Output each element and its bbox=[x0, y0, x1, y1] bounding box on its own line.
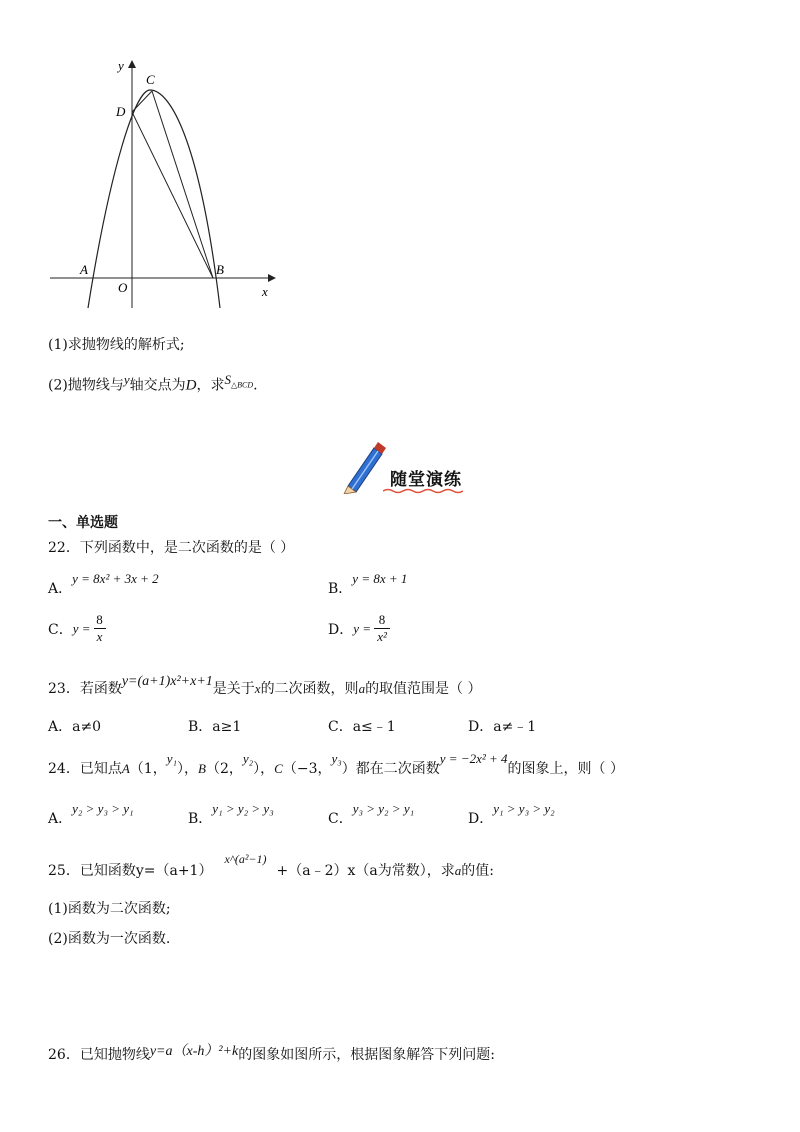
q21-part2-y: y bbox=[123, 372, 130, 387]
point-a-label: A bbox=[80, 262, 88, 277]
q25-part2: (2)函数为一次函数. bbox=[48, 931, 171, 947]
axis-x-label: x bbox=[262, 284, 268, 299]
q25-stem: 25．已知函数y=（a+1）x^(a²−1)+（a﹣2）x（a为常数），求a的值: bbox=[48, 852, 494, 879]
parabola-graph bbox=[50, 50, 290, 310]
q23-stem: 23．若函数y=(a+1)x²+x+1是关于x的二次函数，则a的取值范围是（ ） bbox=[48, 674, 482, 697]
q23-option-d: D．a≠﹣1 bbox=[468, 719, 537, 735]
q22-stem: 22．下列函数中，是二次函数的是（ ） bbox=[48, 540, 295, 556]
q22-option-a: A．y = 8x² + 3x + 2 bbox=[48, 571, 159, 597]
q22-option-d: D． y = 8 x² bbox=[328, 612, 390, 645]
q23-option-b: B．a≥1 bbox=[188, 719, 242, 735]
section-title: 一、单选题 bbox=[48, 515, 118, 531]
q21-part2-a: (2)抛物线与 bbox=[48, 377, 124, 394]
banner-title: 随堂演练 bbox=[390, 470, 462, 490]
q22-option-c: C． y = 8 x bbox=[48, 612, 106, 645]
point-b-label: B bbox=[216, 262, 224, 277]
q21-part2-end: . bbox=[253, 377, 258, 394]
q24-option-a: A．y₂ > y₃ > y₁ bbox=[48, 801, 134, 827]
q24-stem: 24．已知点A（1，y₁），B（2，y₂），C（−3，y₃）都在二次函数y = −2x² + 4的图象上，则（ ） bbox=[48, 751, 624, 777]
point-c-label: C bbox=[146, 72, 155, 87]
axis-y-label: y bbox=[118, 58, 124, 73]
q21-part2-s: S△BCD bbox=[224, 372, 254, 390]
point-d-label: D bbox=[116, 104, 126, 119]
origin-label: O bbox=[118, 280, 128, 295]
q23-option-a: A．a≠0 bbox=[48, 719, 102, 735]
q21-part2 bbox=[48, 372, 258, 395]
q21-part2-b: 轴交点为 bbox=[129, 377, 186, 394]
q21-part1: (1)求抛物线的解析式; bbox=[48, 337, 185, 353]
q24-option-d: D．y₁ > y₃ > y₂ bbox=[468, 801, 555, 827]
q25-part1: (1)函数为二次函数; bbox=[48, 901, 171, 917]
q23-option-c: C．a≤﹣1 bbox=[328, 719, 396, 735]
q24-option-c: C．y₃ > y₂ > y₁ bbox=[328, 801, 415, 827]
q21-part2-d: D bbox=[185, 377, 197, 394]
q21-part2-c: ，求 bbox=[196, 377, 225, 394]
q22-option-b: B．y = 8x + 1 bbox=[328, 571, 408, 597]
q24-option-b: B．y₁ > y₂ > y₃ bbox=[188, 801, 274, 827]
pencil-icon bbox=[340, 440, 388, 494]
q26-stem: 26．已知抛物线y=a（x-h）²+k的图象如图所示，根据图象解答下列问题: bbox=[48, 1044, 495, 1063]
